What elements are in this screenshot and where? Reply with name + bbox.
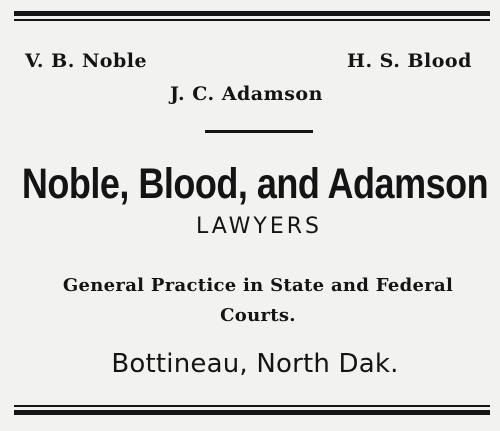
top-thin-rule xyxy=(14,19,490,21)
bottom-thin-rule xyxy=(14,405,490,407)
firm-name: Noble, Blood, and Adamson xyxy=(21,159,489,208)
office-location: Bottineau, North Dak. xyxy=(111,349,399,379)
bottom-thick-rule xyxy=(14,410,490,415)
partner-name-right: H. S. Blood xyxy=(347,50,472,72)
partner-name-left: V. B. Noble xyxy=(25,50,148,72)
top-thick-rule xyxy=(14,11,490,16)
partner-name-center: J. C. Adamson xyxy=(170,83,323,105)
practice-line-1: General Practice in State and Federal xyxy=(62,275,454,296)
profession-heading: LAWYERS xyxy=(196,214,322,239)
practice-line-2: Courts. xyxy=(220,305,296,326)
center-divider xyxy=(205,130,313,133)
practice-description xyxy=(18,271,498,331)
